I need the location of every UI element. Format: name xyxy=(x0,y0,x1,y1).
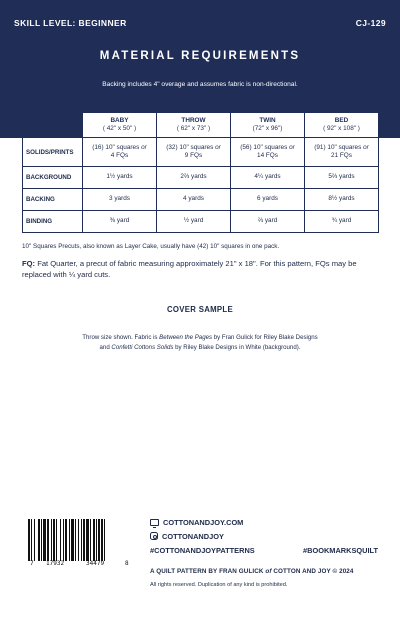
page-title: MATERIAL REQUIREMENTS xyxy=(99,50,301,62)
website-link[interactable]: COTTONANDJOY.COM xyxy=(150,518,243,527)
hashtag-patterns: #COTTONANDJOYPATTERNS xyxy=(150,546,255,555)
table-cell: (56) 10" squares or 14 FQs xyxy=(231,138,305,167)
material-requirements-table xyxy=(22,112,379,233)
barcode-bar xyxy=(83,519,85,561)
barcode-bar xyxy=(56,519,57,561)
hashtag-bookmarks-quilt: #BOOKMARKSQUILT xyxy=(303,546,378,555)
fq-label: FQ: xyxy=(22,259,36,268)
barcode xyxy=(28,517,132,569)
monitor-icon xyxy=(150,519,159,526)
barcode-bar xyxy=(65,519,67,561)
barcode-bar xyxy=(96,519,97,561)
barcode-digits-left: 17932 xyxy=(46,560,65,567)
barcode-bar xyxy=(93,519,95,561)
table-corner xyxy=(23,113,83,138)
table-cell: 8½ yards xyxy=(305,189,379,211)
copyright-notice: All rights reserved. Duplication of any kind is prohibited. xyxy=(150,582,288,588)
pattern-code: CJ-129 xyxy=(355,18,386,28)
column-header-baby: BABY ( 42" x 50" ) xyxy=(83,113,157,138)
instagram-icon xyxy=(150,532,158,540)
table-cell: 3 yards xyxy=(83,189,157,211)
table-cell: 4 yards xyxy=(157,189,231,211)
skill-level: SKILL LEVEL: BEGINNER xyxy=(14,18,127,28)
barcode-digits-right: 34479 xyxy=(86,560,105,567)
barcode-bar xyxy=(28,519,30,561)
row-label-backing: BACKING xyxy=(23,189,83,211)
barcode-bar xyxy=(60,519,61,561)
squares-precut-note: 10" Squares Precuts, also known as Layer Cake, usually have (42) 10" squares in one pack. xyxy=(22,243,280,250)
fq-text: Fat Quarter, a precut of fabric measuring approximately 21" x 18". For this pattern, FQs may be replaced with ¼ yard cuts. xyxy=(22,259,357,279)
instagram-link[interactable]: COTTONANDJOY xyxy=(150,532,224,541)
column-header-throw: THROW ( 62" x 73" ) xyxy=(157,113,231,138)
barcode-bar xyxy=(38,519,40,561)
row-label-binding: BINDING xyxy=(23,211,83,233)
barcode-bar xyxy=(90,519,91,561)
cover-sample-title: COVER SAMPLE xyxy=(167,305,233,314)
fat-quarter-note xyxy=(22,258,382,280)
table-cell: (16) 10" squares or 4 FQs xyxy=(83,138,157,167)
table-cell: ⅔ yard xyxy=(231,211,305,233)
barcode-bar xyxy=(86,519,89,561)
barcode-digit-last: 8 xyxy=(125,560,129,567)
table-row xyxy=(23,138,379,167)
table-row xyxy=(23,211,379,233)
barcode-bar xyxy=(53,519,55,561)
table-row xyxy=(23,167,379,189)
barcode-bar xyxy=(34,519,35,561)
barcode-bar xyxy=(98,519,100,561)
table-cell: 6 yards xyxy=(231,189,305,211)
table-cell: 1½ yards xyxy=(83,167,157,189)
barcode-bar xyxy=(63,519,64,561)
table-cell: (32) 10" squares or 9 FQs xyxy=(157,138,231,167)
barcode-bar xyxy=(101,519,103,561)
cover-sample-description: Throw size shown. Fabric is Between the Pages by Fran Gulick for Riley Blake Designs and Confetti Cottons Solids by Riley Blake Designs in White (background). xyxy=(82,334,318,351)
barcode-digit-first: 7 xyxy=(30,560,34,567)
barcode-bar xyxy=(31,519,32,561)
table-cell: 5⅔ yards xyxy=(305,167,379,189)
barcode-bar xyxy=(75,519,76,561)
table-cell: ⅜ yard xyxy=(83,211,157,233)
table-cell: ½ yard xyxy=(157,211,231,233)
table-cell: (91) 10" squares or 21 FQs xyxy=(305,138,379,167)
table-cell: 4¼ yards xyxy=(231,167,305,189)
barcode-bar xyxy=(69,519,70,561)
row-label-solids-prints: SOLIDS/PRINTS xyxy=(23,138,83,167)
table-cell: 2⅔ yards xyxy=(157,167,231,189)
barcode-bar xyxy=(81,519,82,561)
barcode-bar xyxy=(78,519,79,561)
pattern-credit: A QUILT PATTERN BY FRAN GULICK of COTTON AND JOY © 2024 xyxy=(150,568,354,575)
table-row xyxy=(23,189,379,211)
column-header-twin: TWIN (72" x 96") xyxy=(231,113,305,138)
barcode-bar xyxy=(47,519,49,561)
barcode-bar xyxy=(41,519,42,561)
column-header-bed: BED ( 92" x 108" ) xyxy=(305,113,379,138)
backing-note: Backing includes 4" overage and assumes fabric is non-directional. xyxy=(102,81,298,88)
barcode-bar xyxy=(71,519,74,561)
row-label-background: BACKGROUND xyxy=(23,167,83,189)
table-cell: ¾ yard xyxy=(305,211,379,233)
barcode-bar xyxy=(43,519,46,561)
barcode-bar xyxy=(51,519,52,561)
barcode-bar xyxy=(104,519,105,561)
